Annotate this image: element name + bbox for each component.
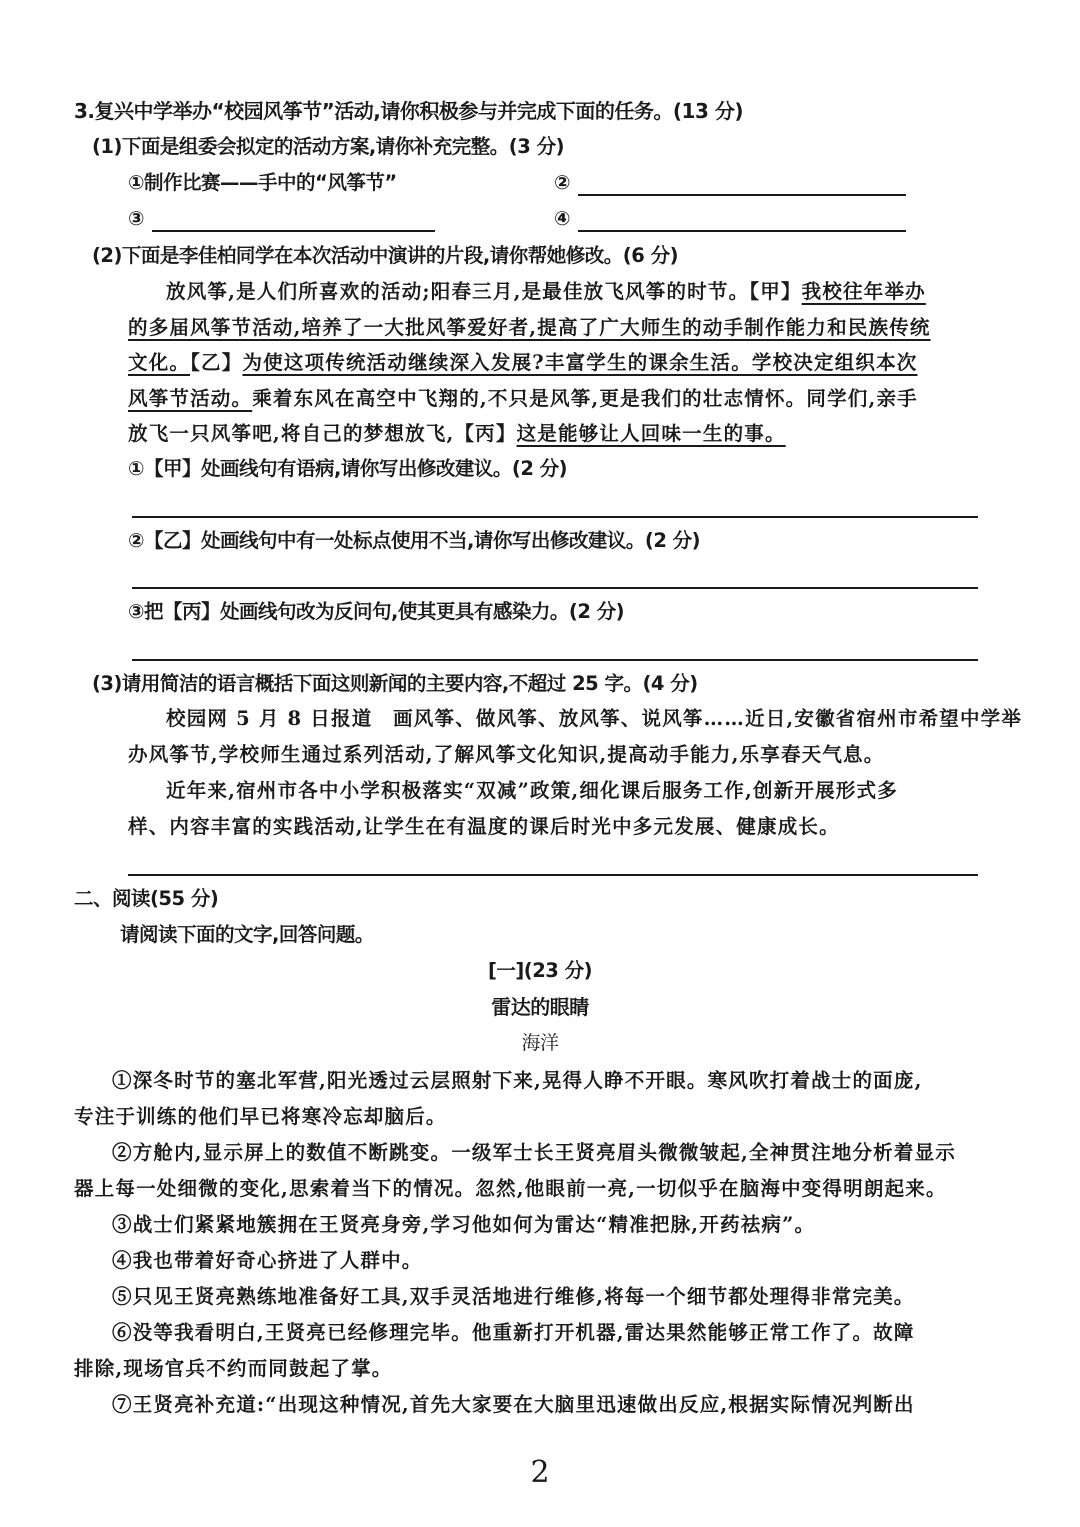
paragraph-7-line-1: ⑦王贤亮补充道:“出现这种情况,首先大家要在大脑里迅速做出反应,根据实际情况判断出 xyxy=(112,1393,915,1416)
part2-prompt: (2)下面是李佳柏同学在本次活动中演讲的片段,请你帮她修改。(6 分) xyxy=(92,244,678,267)
marker-yi: 【乙】 xyxy=(190,351,243,374)
plan-item-3-blank[interactable] xyxy=(152,230,435,232)
underlined-sentence-jia: 文化。 xyxy=(128,351,191,374)
speech-line-1 xyxy=(166,279,926,305)
news-line-2: 办风筝节,学校师生通过系列活动,了解风筝文化知识,提高动手能力,乐享春天气息。 xyxy=(128,743,885,766)
plan-item-4-label: ④ xyxy=(554,207,571,230)
speech-line-3 xyxy=(128,350,918,376)
underlined-sentence-yi: 风筝节活动。 xyxy=(128,387,253,410)
section-2-instruction: 请阅读下面的文字,回答问题。 xyxy=(120,923,374,946)
answer-line-summary[interactable] xyxy=(128,874,978,876)
speech-text: 放飞一只风筝吧,将自己的梦想放飞,【丙】 xyxy=(128,422,517,445)
news-line-3: 近年来,宿州市各中小学积极落实“双减”政策,细化课后服务工作,创新开展形式多 xyxy=(166,779,898,802)
part3-prompt: (3)请用简洁的语言概括下面这则新闻的主要内容,不超过 25 字。(4 分) xyxy=(92,672,698,695)
answer-line-2[interactable] xyxy=(132,587,978,589)
speech-line-2 xyxy=(128,315,931,341)
paragraph-1-line-2: 专注于训练的他们早已将寒冷忘却脑后。 xyxy=(74,1105,447,1128)
subquestion-3: ③把【丙】处画线句改为反问句,使其更具有感染力。(2 分) xyxy=(128,600,625,623)
part1-prompt: (1)下面是组委会拟定的活动方案,请你补充完整。(3 分) xyxy=(92,135,564,158)
article-author: 海洋 xyxy=(521,1032,559,1054)
underlined-sentence-jia: 我校往年举办 xyxy=(801,280,926,303)
paragraph-6-line-2: 排除,现场官兵不约而同鼓起了掌。 xyxy=(74,1357,393,1380)
answer-line-1[interactable] xyxy=(132,516,978,518)
plan-item-3-label: ③ xyxy=(128,207,145,230)
subquestion-2: ②【乙】处画线句中有一处标点使用不当,请你写出修改建议。(2 分) xyxy=(128,529,701,552)
paragraph-2-line-1: ②方舱内,显示屏上的数值不断跳变。一级军士长王贤亮眉头微微皱起,全神贯注地分析着显示 xyxy=(112,1141,956,1164)
subquestion-1: ①【甲】处画线句有语病,请你写出修改建议。(2 分) xyxy=(128,457,568,480)
speech-line-4 xyxy=(128,386,918,412)
paragraph-2-line-2: 器上每一处细微的变化,思索着当下的情况。忽然,他眼前一亮,一切似乎在脑海中变得明朗起来。 xyxy=(74,1177,947,1200)
news-line-1: 校园网 5 月 8 日报道 画风筝、做风筝、放风筝、说风筝……近日,安徽省宿州市希望中学举 xyxy=(166,707,1023,730)
article-title: 雷达的眼睛 xyxy=(491,995,589,1019)
underlined-sentence-bing: 这是能够让人回味一生的事。 xyxy=(516,422,786,445)
speech-line-5 xyxy=(128,421,786,447)
section-2-heading: 二、阅读(55 分) xyxy=(74,887,219,910)
news-line-4: 样、内容丰富的实践活动,让学生在有温度的课后时光中多元发展、健康成长。 xyxy=(128,815,840,838)
paragraph-1-line-1: ①深冬时节的塞北军营,阳光透过云层照射下来,晃得人睁不开眼。寒风吹打着战士的面庞, xyxy=(112,1069,923,1092)
speech-text: 放风筝,是人们所喜欢的活动;阳春三月,是最佳放飞风筝的时节。【甲】 xyxy=(166,280,802,303)
underlined-sentence-jia: 的多届风筝节活动,培养了一大批风筝爱好者,提高了广大师生的动手制作能力和民族传统 xyxy=(128,316,931,339)
paragraph-3: ③战士们紧紧地簇拥在王贤亮身旁,学习他如何为雷达“精准把脉,开药祛病”。 xyxy=(112,1213,816,1236)
part-label: [一](23 分) xyxy=(487,959,593,982)
underlined-sentence-yi: 为使这项传统活动继续深入发展?丰富学生的课余生活。学校决定组织本次 xyxy=(242,351,918,374)
answer-line-3[interactable] xyxy=(132,659,978,661)
plan-item-4-blank[interactable] xyxy=(578,230,906,232)
plan-item-1: ①制作比赛——手中的“风筝节” xyxy=(128,171,397,194)
paragraph-5: ⑤只见王贤亮熟练地准备好工具,双手灵活地进行维修,将每一个细节都处理得非常完美。 xyxy=(112,1285,915,1308)
page-number: 2 xyxy=(530,1455,550,1490)
speech-text: 乘着东风在高空中飞翔的,不只是风筝,更是我们的壮志情怀。同学们,亲手 xyxy=(252,387,918,410)
paragraph-4: ④我也带着好奇心挤进了人群中。 xyxy=(112,1249,423,1272)
plan-item-2-blank[interactable] xyxy=(578,194,906,196)
question-3-title: 3.复兴中学举办“校园风筝节”活动,请你积极参与并完成下面的任务。(13 分) xyxy=(74,99,743,123)
paragraph-6-line-1: ⑥没等我看明白,王贤亮已经修理完毕。他重新打开机器,雷达果然能够正常工作了。故障 xyxy=(112,1321,915,1344)
plan-item-2-label: ② xyxy=(554,171,571,194)
